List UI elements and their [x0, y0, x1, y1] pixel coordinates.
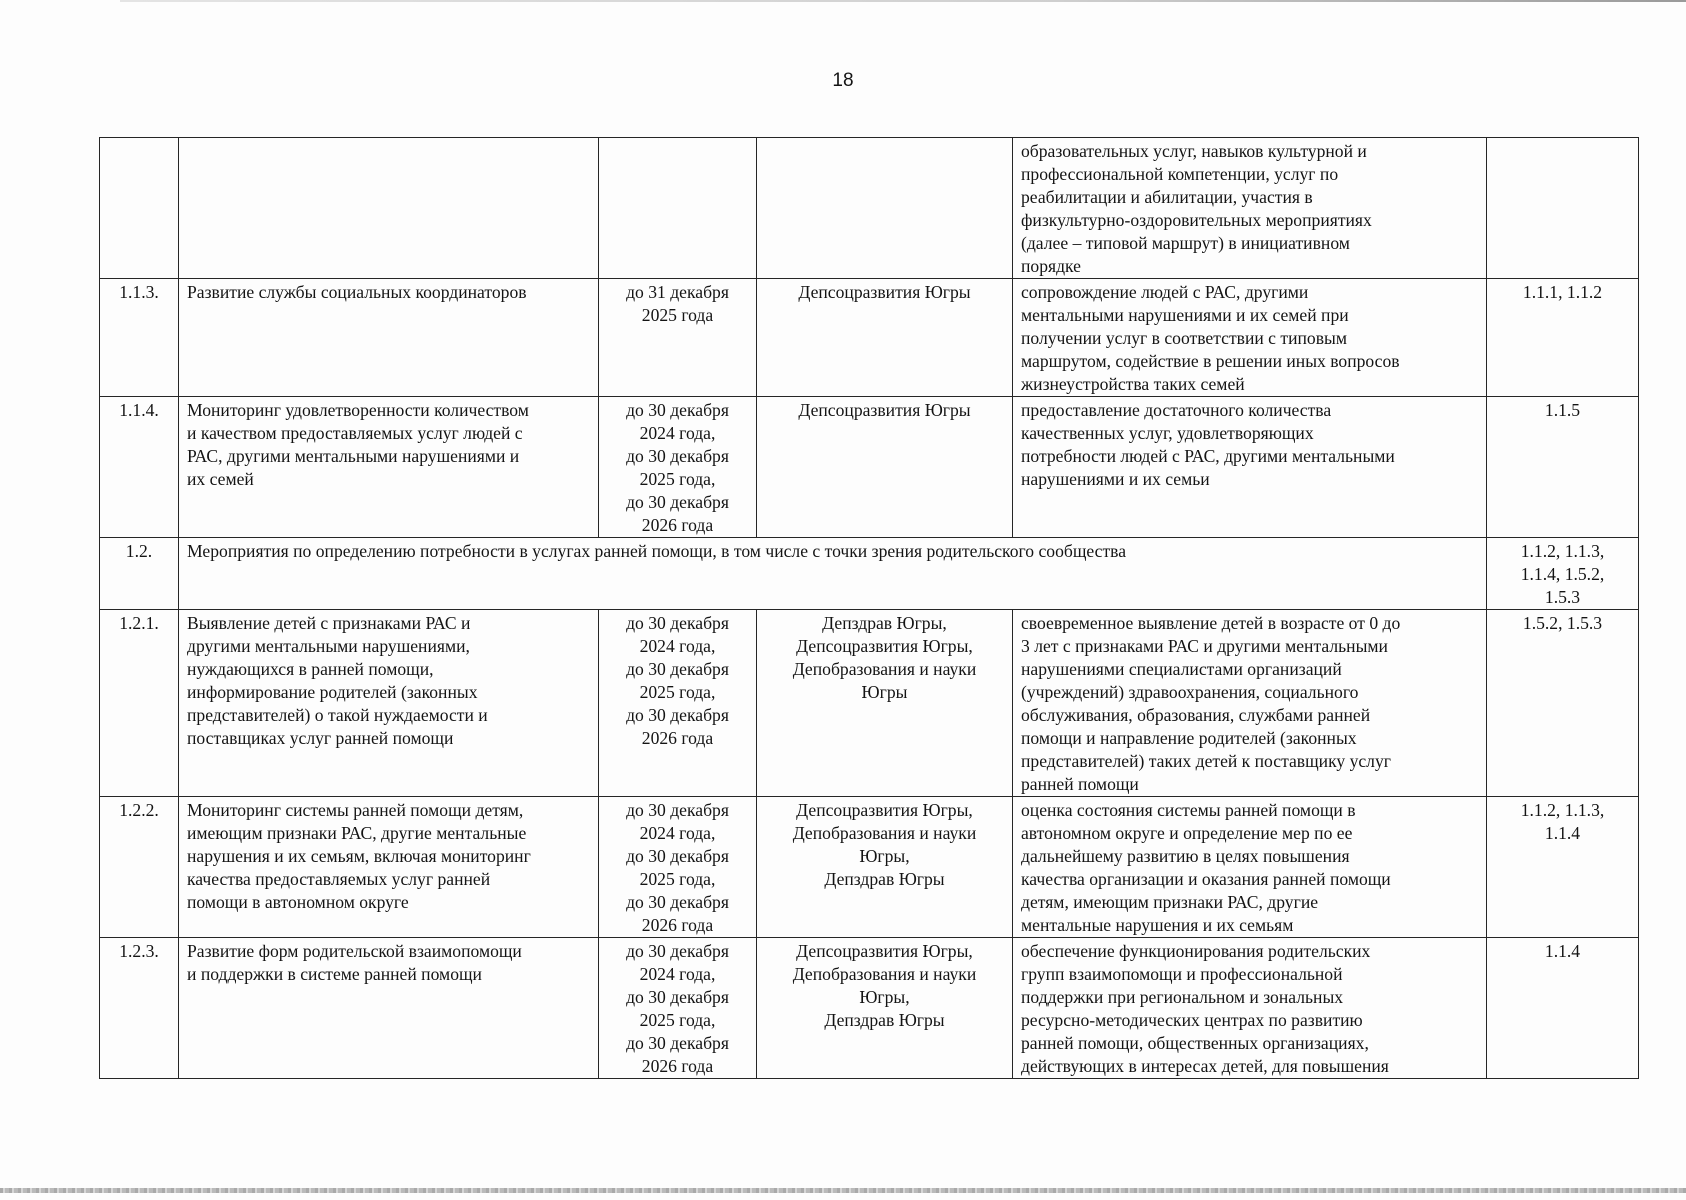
row-number-cell: 1.1.3.	[100, 279, 179, 397]
row-deadline-cell: до 30 декабря 2024 года, до 30 декабря 2025 года, до 30 декабря 2026 года	[599, 938, 757, 1079]
row-indicators-cell: 1.5.2, 1.5.3	[1487, 610, 1639, 797]
table-row	[100, 279, 1639, 397]
row-result-cell: обеспечение функционирования родительских групп взаимопомощи и профессиональной поддержки при региональном и зональных ресурсно-методических центрах по развитию ранней помощи, общественных организациях, действующих в интересах детей, для повышения	[1013, 938, 1487, 1079]
row-result-cell: образовательных услуг, навыков культурной и профессиональной компетенции, услуг по реабилитации и абилитации, участия в физкультурно-оздоровительных мероприятиях (далее – типовой маршрут) в инициативном порядке	[1013, 138, 1487, 279]
row-number-cell: 1.2.2.	[100, 797, 179, 938]
section-title-cell: Мероприятия по определению потребности в услугах ранней помощи, в том числе с точки зрения родительского сообщества	[179, 538, 1487, 610]
row-number-cell: 1.2.1.	[100, 610, 179, 797]
section-number-cell: 1.2.	[100, 538, 179, 610]
row-name-cell: Выявление детей с признаками РАС и другими ментальными нарушениями, нуждающихся в ранней помощи, информирование родителей (законных представителей) о такой нуждаемости и поставщиках услуг ранней помощи	[179, 610, 599, 797]
row-deadline-cell: до 30 декабря 2024 года, до 30 декабря 2025 года, до 30 декабря 2026 года	[599, 797, 757, 938]
row-indicators-cell: 1.1.2, 1.1.3, 1.1.4	[1487, 797, 1639, 938]
table-row	[100, 938, 1639, 1079]
row-result-cell: оценка состояния системы ранней помощи в автономном округе и определение мер по ее дальнейшему развитию в целях повышения качества организации и оказания ранней помощи детям, имеющим признаки РАС, другие ментальные нарушения и их семьям	[1013, 797, 1487, 938]
row-executor-cell: Депсоцразвития Югры, Депобразования и науки Югры, Депздрав Югры	[757, 938, 1013, 1079]
row-result-cell: сопровождение людей с РАС, другими ментальными нарушениями и их семей при получении услуг в соответствии с типовым маршрутом, содействие в решении иных вопросов жизнеустройства таких семей	[1013, 279, 1487, 397]
row-executor-cell: Депсоцразвития Югры	[757, 279, 1013, 397]
row-number-cell: 1.2.3.	[100, 938, 179, 1079]
row-indicators-cell: 1.1.5	[1487, 397, 1639, 538]
row-number-cell: 1.1.4.	[100, 397, 179, 538]
row-name-cell: Мониторинг системы ранней помощи детям, имеющим признаки РАС, другие ментальные нарушения и их семьям, включая мониторинг качества предоставляемых услуг ранней помощи в автономном округе	[179, 797, 599, 938]
row-result-cell: своевременное выявление детей в возрасте от 0 до 3 лет с признаками РАС и другими ментальными нарушениями специалистами организаций (учреждений) здравоохранения, социального обслуживания, образования, службами ранней помощи и направление родителей (законных представителей) таких детей к поставщику услуг ранней помощи	[1013, 610, 1487, 797]
row-name-cell	[179, 138, 599, 279]
row-number-cell	[100, 138, 179, 279]
row-executor-cell: Депсоцразвития Югры	[757, 397, 1013, 538]
table-row	[100, 797, 1639, 938]
scan-bottom-edge	[0, 1188, 1686, 1193]
table-row	[100, 138, 1639, 279]
scan-top-edge	[120, 0, 1686, 2]
table-row	[100, 610, 1639, 797]
row-executor-cell	[757, 138, 1013, 279]
row-result-cell: предоставление достаточного количества качественных услуг, удовлетворяющих потребности людей с РАС, другими ментальными нарушениями и их семьи	[1013, 397, 1487, 538]
row-name-cell: Развитие службы социальных координаторов	[179, 279, 599, 397]
row-name-cell: Развитие форм родительской взаимопомощи и поддержки в системе ранней помощи	[179, 938, 599, 1079]
row-indicators-cell: 1.1.1, 1.1.2	[1487, 279, 1639, 397]
section-row	[100, 538, 1639, 610]
page-number: 18	[832, 70, 854, 91]
row-executor-cell: Депсоцразвития Югры, Депобразования и науки Югры, Депздрав Югры	[757, 797, 1013, 938]
row-deadline-cell	[599, 138, 757, 279]
row-name-cell: Мониторинг удовлетворенности количеством и качеством предоставляемых услуг людей с РАС, другими ментальными нарушениями и их семей	[179, 397, 599, 538]
row-indicators-cell	[1487, 138, 1639, 279]
row-indicators-cell: 1.1.4	[1487, 938, 1639, 1079]
row-deadline-cell: до 30 декабря 2024 года, до 30 декабря 2025 года, до 30 декабря 2026 года	[599, 397, 757, 538]
section-indicators-cell: 1.1.2, 1.1.3, 1.1.4, 1.5.2, 1.5.3	[1487, 538, 1639, 610]
action-plan-table	[99, 137, 1639, 1079]
row-deadline-cell: до 31 декабря 2025 года	[599, 279, 757, 397]
row-deadline-cell: до 30 декабря 2024 года, до 30 декабря 2025 года, до 30 декабря 2026 года	[599, 610, 757, 797]
row-executor-cell: Депздрав Югры, Депсоцразвития Югры, Депобразования и науки Югры	[757, 610, 1013, 797]
table-row	[100, 397, 1639, 538]
